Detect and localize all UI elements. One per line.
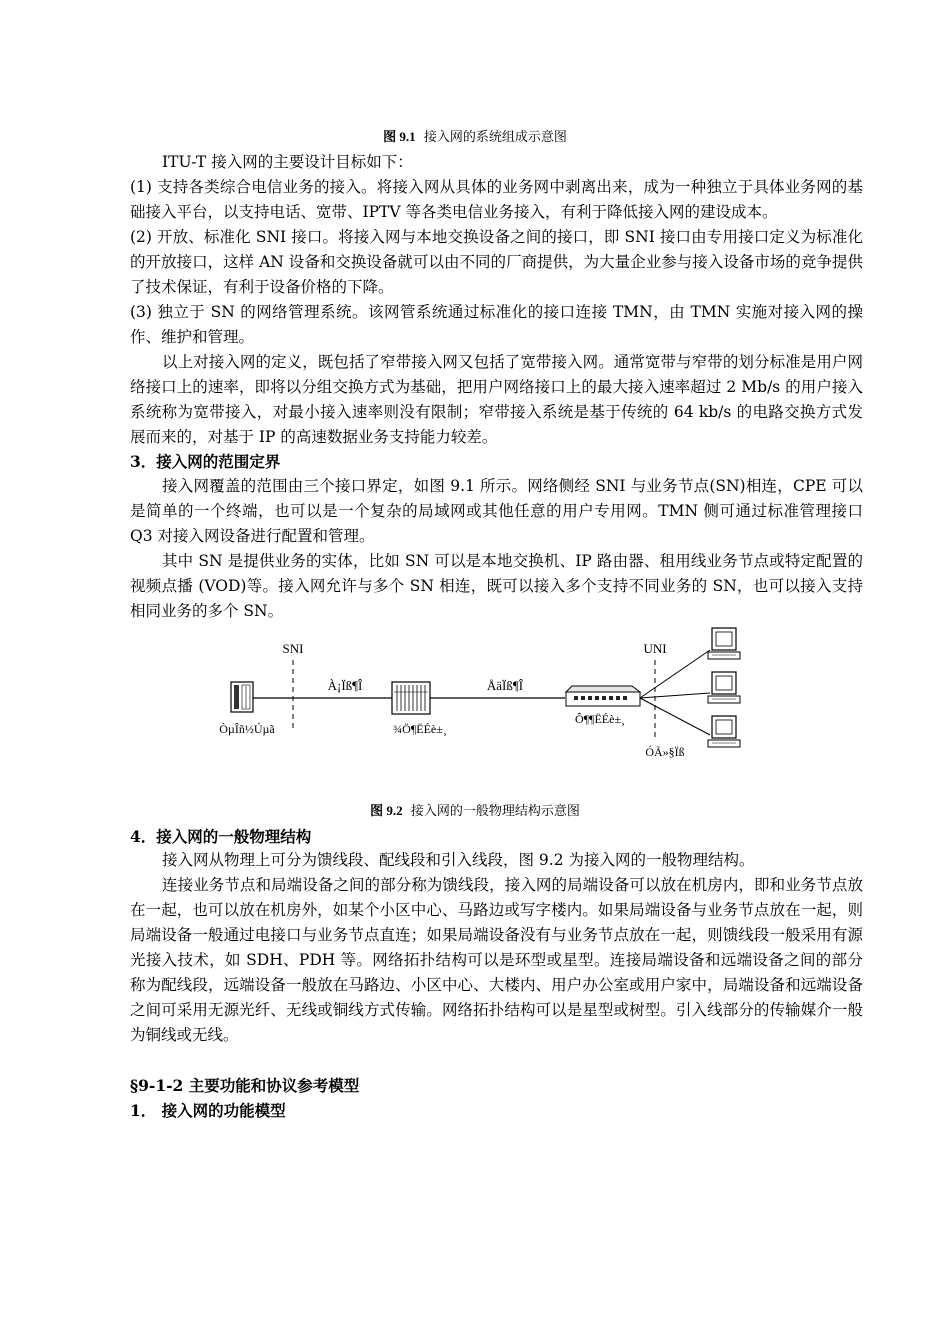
remote-equipment-label: Ô¶¶ËÉè±¸ bbox=[574, 712, 626, 726]
feeder-segment-label: À¡Ïß¶Î bbox=[327, 678, 363, 693]
distribution-segment-label: ÅäÏß¶Î bbox=[486, 678, 524, 693]
definition-paragraph: 以上对接入网的定义，既包括了窄带接入网又包括了宽带接入网。通常宽带与窄带的划分标准是用户网络接口上的速率，即将以分组交换方式为基础，把用户网络接口上的最大接入速率超过 2 Mb/s 的用户接入系统称为宽带接入，对最小接入速率则没有限制；窄带接入系统是基于传统的 64 kb/s 的电路交换方式发展而来的，对基于 IP 的高速数据业务支持能力较差。 bbox=[130, 353, 863, 446]
physical-structure-diagram bbox=[200, 620, 760, 770]
uni-label: UNI bbox=[643, 641, 667, 656]
sni-label: SNI bbox=[282, 641, 304, 656]
drop-line-3 bbox=[640, 698, 710, 735]
drop-line-2 bbox=[640, 693, 710, 698]
section-4-heading: 4．接入网的一般物理结构 bbox=[130, 827, 312, 846]
intro-line: ITU-T 接入网的主要设计目标如下： bbox=[162, 153, 413, 171]
local-equipment-label: ¾Ö¶ËÉè±¸ bbox=[393, 722, 447, 736]
section-3-heading: 3．接入网的范围定界 bbox=[130, 452, 281, 471]
figure-9-2-caption bbox=[0, 800, 950, 819]
goal-2: (2) 开放、标准化 SNI 接口。将接入网与本地交换设备之间的接口，即 SNI 接口由专用接口定义为标准化的开放接口，这样 AN 设备和交换设备就可以由不同的厂商提供，为大量企业参与接入设备市场的竞争提供了技术保证，有利于设备价格的下降。 bbox=[130, 228, 863, 296]
drop-line-1 bbox=[640, 650, 710, 698]
figure-9-1-caption bbox=[0, 126, 950, 145]
local-exchange-equipment-icon bbox=[392, 682, 430, 714]
section-4-paragraph-1: 接入网从物理上可分为馈线段、配线段和引入线段，图 9.2 为接入网的一般物理结构。 bbox=[162, 851, 755, 869]
section-4-paragraph-2: 连接业务节点和局端设备之间的部分称为馈线段，接入网的局端设备可以放在机房内，即和业务节点放在一起，也可以放在机房外，如某个小区中心、马路边或写字楼内。如果局端设备与业务节点放在一起，则局端设备一般通过电接口与业务节点直连；如果局端设备没有与业务节点放在一起，则馈线段一般采用有源光接入技术，如 SDH、PDH 等。网络拓扑结构可以是环型或星型。连接局端设备和远端设备之间的部分称为配线段，远端设备一般放在马路边、小区中心、大楼内、用户办公室或用户家中，局端设备和远端设备之间可采用无源光纤、无线或铜线方式传输。网络拓扑结构可以是星型或树型。引入线部分的传输媒介一般为铜线或无线。 bbox=[130, 876, 863, 1044]
user-line-label: ÓÃ»§Ïß bbox=[645, 745, 685, 759]
section-3-paragraph-2: 其中 SN 是提供业务的实体，比如 SN 可以是本地交换机、IP 路由器、租用线业务节点或特定配置的视频点播 (VOD)等。接入网允许与多个 SN 相连，既可以接入多个支持不同业务的 SN，也可以接入支持相同业务的多个 SN。 bbox=[130, 552, 863, 620]
remote-equipment-icon bbox=[566, 686, 640, 706]
user-terminal-icon bbox=[708, 672, 740, 703]
section-9-1-2-heading: §9-1-2 主要功能和协议参考模型 bbox=[130, 1076, 360, 1095]
caption-number: 图 9.1 bbox=[383, 129, 416, 144]
service-node-label: ÒµÎñ½Úµã bbox=[219, 722, 275, 736]
goal-3: (3) 独立于 SN 的网络管理系统。该网管系统通过标准化的接口连接 TMN，由 TMN 实施对接入网的操作、维护和管理。 bbox=[130, 303, 863, 346]
user-terminal-icon bbox=[708, 628, 740, 659]
subsection-1-heading: 1． 接入网的功能模型 bbox=[130, 1101, 286, 1120]
user-terminal-icon bbox=[708, 716, 740, 747]
section-3-paragraph-1: 接入网覆盖的范围由三个接口界定，如图 9.1 所示。网络侧经 SNI 与业务节点(SN)相连，CPE 可以是简单的一个终端，也可以是一个复杂的局域网或其他任意的用户专用网。TMN 侧可通过标准管理接口 Q3 对接入网设备进行配置和管理。 bbox=[130, 477, 863, 545]
goal-1: (1) 支持各类综合电信业务的接入。将接入网从具体的业务网中剥离出来，成为一种独立于具体业务网的基础接入平台，以支持电话、宽带、IPTV 等各类电信业务接入，有利于降低接入网的建设成本。 bbox=[130, 178, 863, 221]
service-node-icon bbox=[231, 682, 253, 712]
caption-number: 图 9.2 bbox=[370, 803, 403, 818]
caption-text: 接入网的系统组成示意图 bbox=[423, 130, 567, 145]
caption-text: 接入网的一般物理结构示意图 bbox=[410, 804, 580, 819]
